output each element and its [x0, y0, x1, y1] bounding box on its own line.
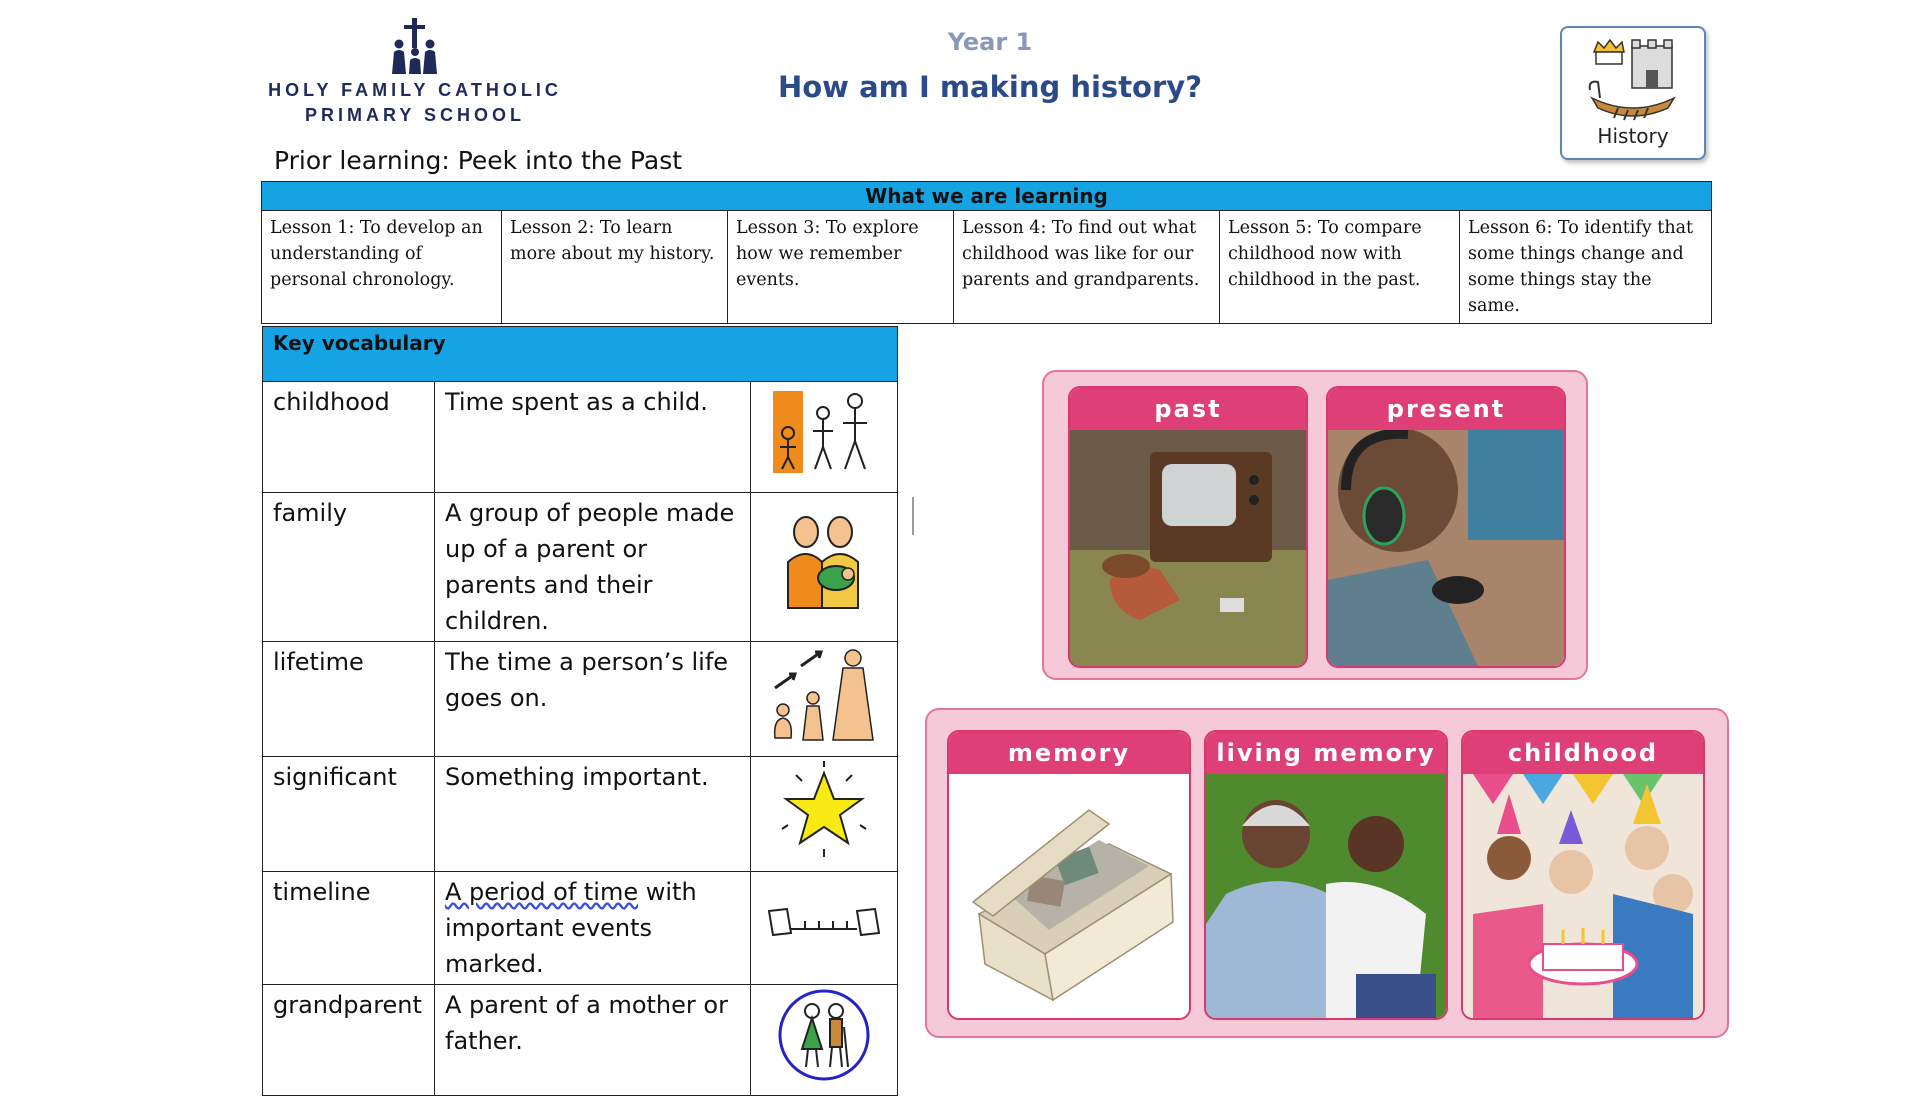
grandparents-icon	[776, 987, 872, 1083]
grandfather-and-child-image	[1206, 774, 1446, 1018]
vocab-word: childhood	[263, 382, 435, 493]
card-label: living memory	[1206, 732, 1446, 774]
definition-rest: with important events marked.	[445, 878, 697, 978]
vocab-word: grandparent	[263, 985, 435, 1096]
prior-learning: Prior learning: Peek into the Past	[274, 146, 683, 175]
child-adults-icon	[769, 389, 879, 475]
crown-castle-ship-icon	[1588, 38, 1678, 122]
definition-underlined: A period of time	[445, 878, 639, 906]
card-label: memory	[949, 732, 1189, 774]
vocab-definition: A group of people made up of a parent or parents and their children.	[435, 493, 751, 642]
page-title: How am I making history?	[777, 70, 1203, 104]
card-living-memory	[1204, 730, 1448, 1020]
vocab-row-childhood	[263, 382, 898, 493]
card-past	[1068, 386, 1308, 668]
lesson-1: Lesson 1: To develop an understanding of personal chronology.	[262, 211, 502, 324]
child-watching-old-tv-image	[1070, 430, 1306, 666]
school-name-line1: HOLY FAMILY CATHOLIC	[268, 80, 562, 100]
vocab-word: lifetime	[263, 642, 435, 757]
vocab-word: family	[263, 493, 435, 642]
card-childhood	[1461, 730, 1705, 1020]
timeline-icon	[765, 903, 883, 943]
box-of-photographs-image	[949, 774, 1189, 1018]
card-label: past	[1070, 388, 1306, 430]
vocab-row-grandparent	[263, 985, 898, 1096]
lesson-4: Lesson 4: To find out what childhood was like for our parents and grandparents.	[954, 211, 1220, 324]
vocabulary-table	[262, 326, 898, 1096]
vocab-definition	[435, 872, 751, 985]
school-logo	[260, 16, 570, 136]
growing-up-icon	[769, 644, 879, 744]
year-label: Year 1	[947, 28, 1033, 56]
past-present-panel	[1042, 370, 1588, 680]
card-label: present	[1328, 388, 1564, 430]
card-label: childhood	[1463, 732, 1703, 774]
star-icon	[774, 759, 874, 859]
family-icon	[776, 512, 872, 612]
history-subject-badge	[1560, 26, 1706, 160]
lessons-heading: What we are learning	[262, 182, 1712, 211]
vocab-row-significant	[263, 757, 898, 872]
text-cursor	[912, 497, 914, 535]
lesson-3: Lesson 3: To explore how we remember events.	[728, 211, 954, 324]
lesson-5: Lesson 5: To compare childhood now with childhood in the past.	[1220, 211, 1460, 324]
vocab-word: timeline	[263, 872, 435, 985]
vocabulary-heading: Key vocabulary	[263, 327, 898, 382]
vocab-definition: Time spent as a child.	[435, 382, 751, 493]
school-name-line2: PRIMARY SCHOOL	[304, 105, 525, 125]
vocab-definition: The time a person’s life goes on.	[435, 642, 751, 757]
child-gaming-headset-image	[1328, 430, 1564, 666]
vocab-row-family	[263, 493, 898, 642]
vocab-row-lifetime	[263, 642, 898, 757]
lessons-row	[262, 211, 1712, 324]
lessons-table	[261, 181, 1712, 324]
card-present	[1326, 386, 1566, 668]
vocab-word: significant	[263, 757, 435, 872]
vocab-definition: Something important.	[435, 757, 751, 872]
card-memory	[947, 730, 1191, 1020]
memory-childhood-panel	[925, 708, 1729, 1038]
history-label: History	[1597, 124, 1669, 148]
lesson-6: Lesson 6: To identify that some things change and some things stay the same.	[1460, 211, 1712, 324]
vocab-definition: A parent of a mother or father.	[435, 985, 751, 1096]
lesson-2: Lesson 2: To learn more about my history.	[502, 211, 728, 324]
vocab-row-timeline	[263, 872, 898, 985]
birthday-party-children-image	[1463, 774, 1703, 1018]
holy-family-cross-logo-icon	[385, 16, 445, 78]
